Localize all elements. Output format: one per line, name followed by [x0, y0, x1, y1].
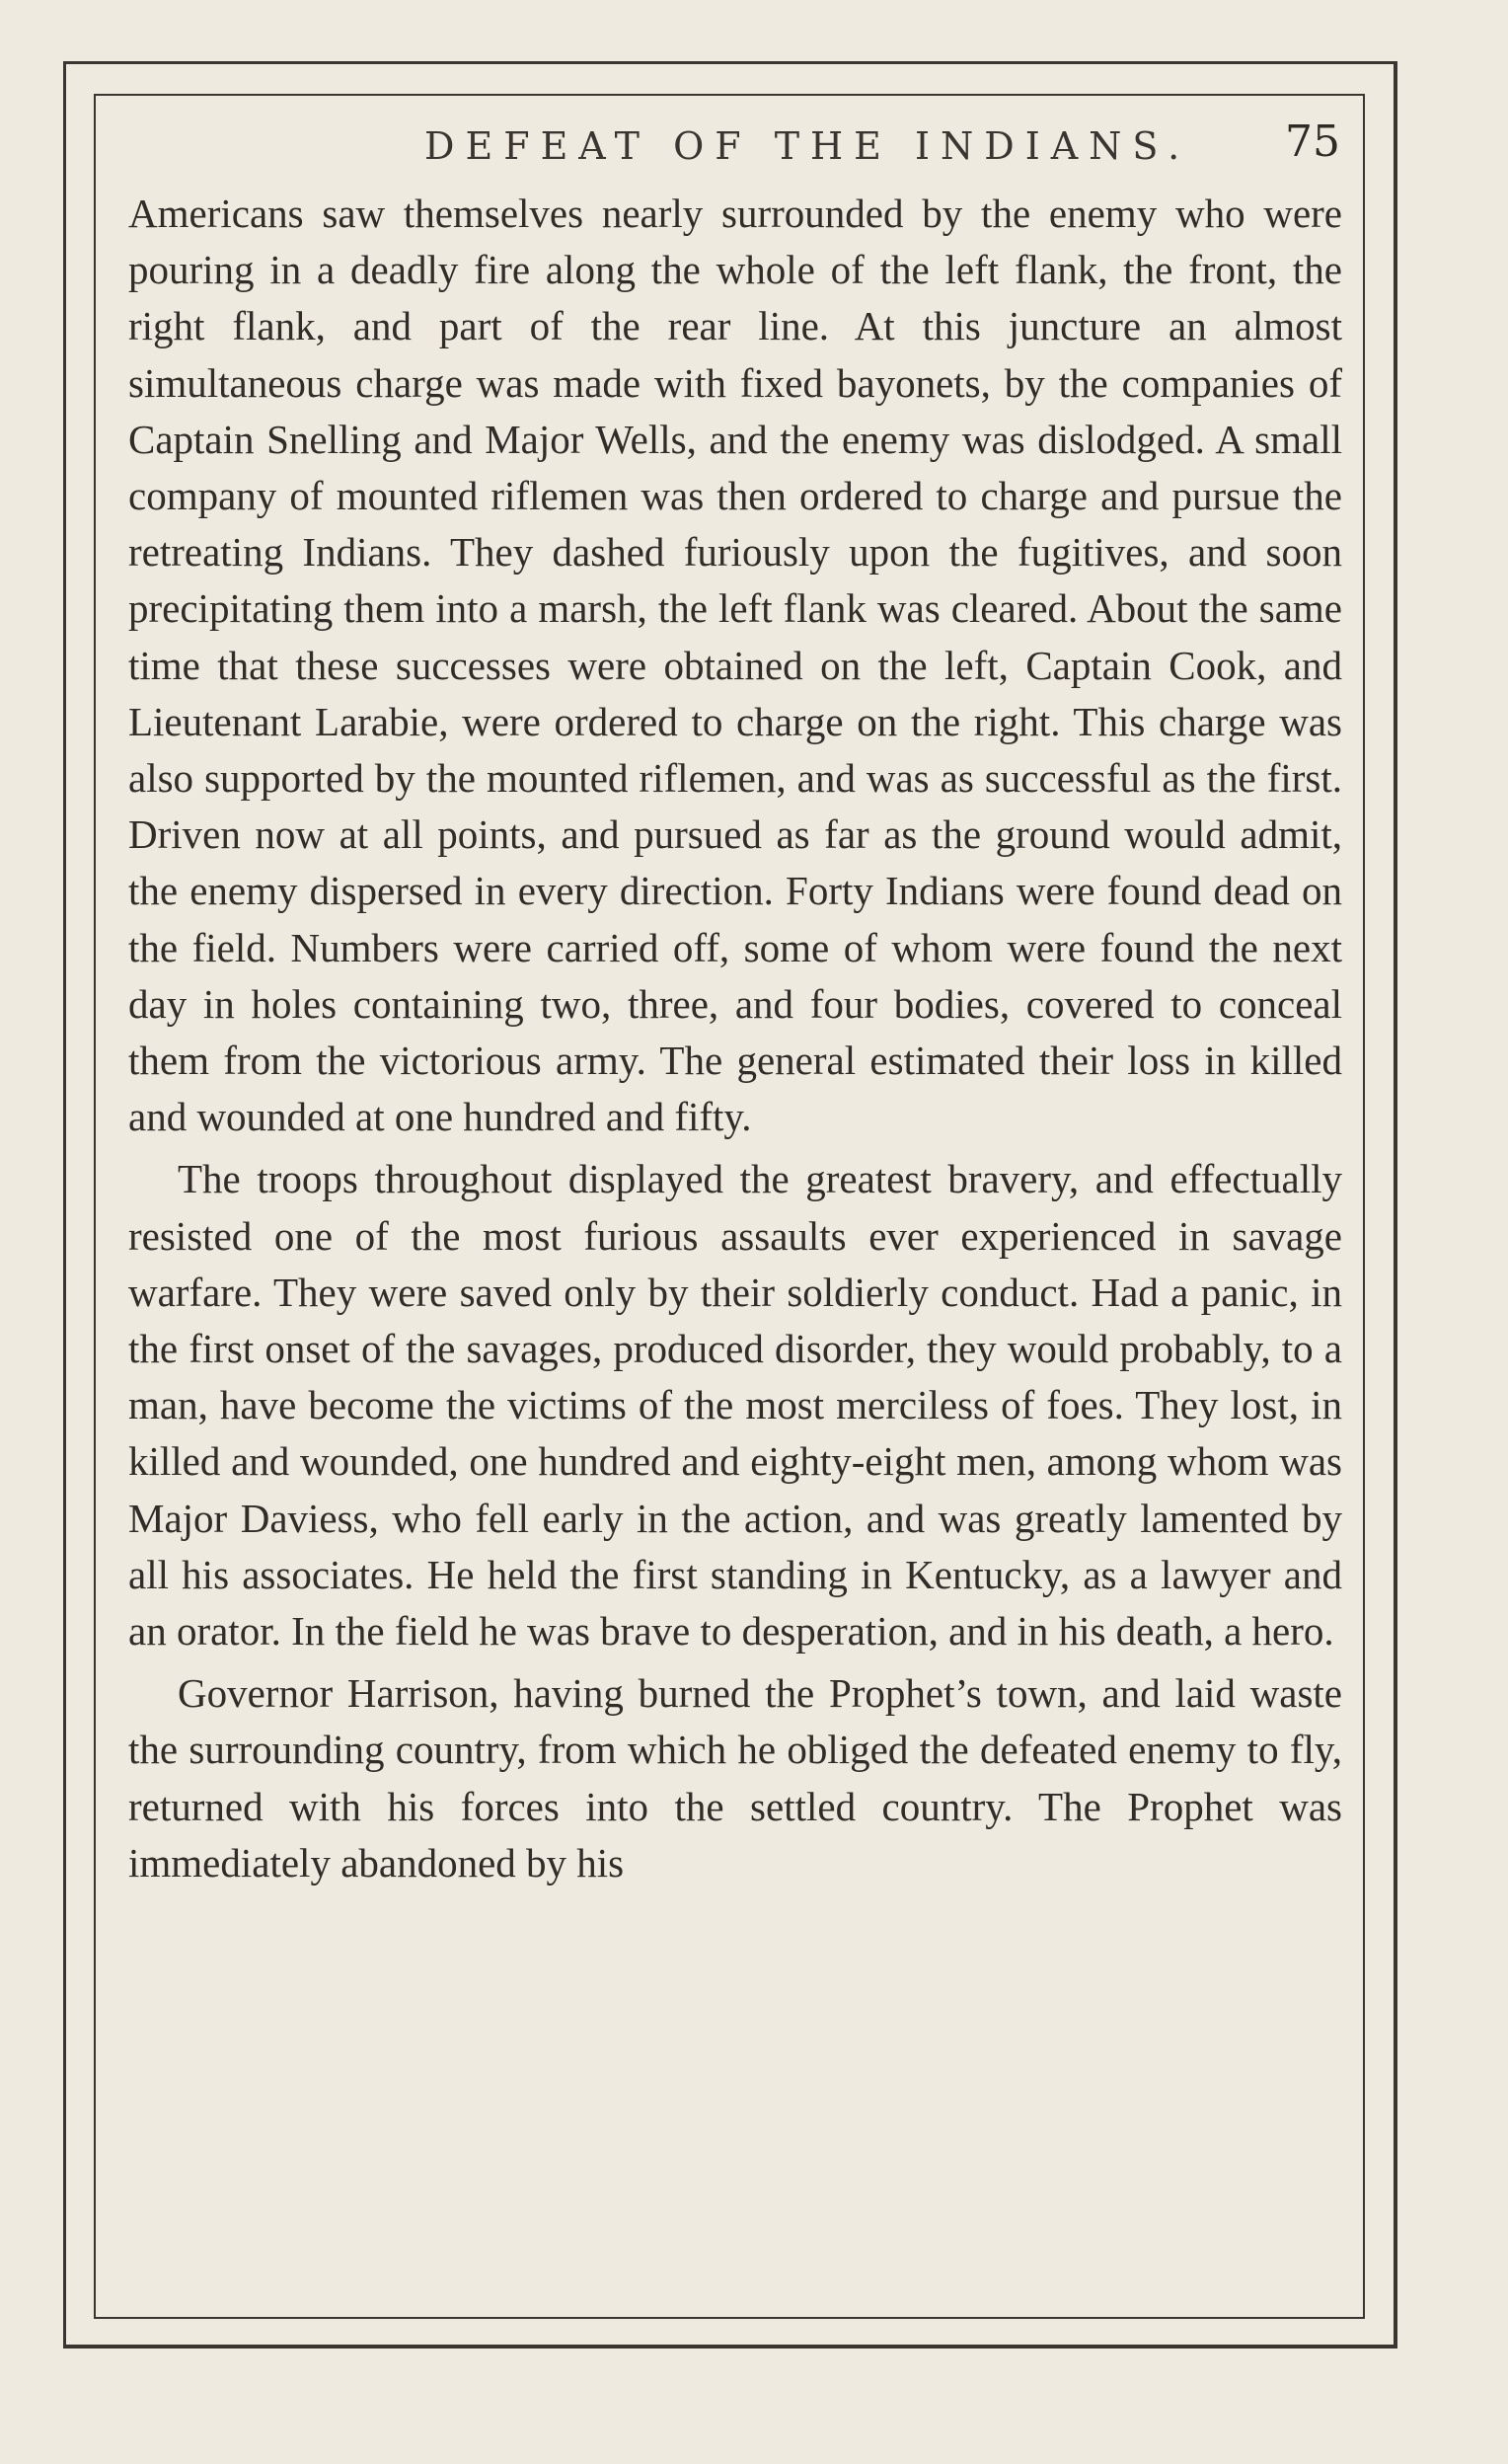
paragraph-2: The troops throughout displayed the greatest bravery, and effectually resisted one of the most furious assaults ever experienced in savage warfare. They were saved only by their soldierly conduct. Had a panic, in the first onset of the savages, produced disorder, they would probably, to a man, have become the victims of the most merciless of foes. They lost, in killed and wounded, one hundred and eighty-eight men, among whom was Major Daviess, who fell early in the action, and was greatly lamented by all his associates. He held the first standing in Kentucky, as a lawyer and an orator. In the field he was brave to desperation, and in his death, a hero. [128, 1156, 1342, 1655]
page-body [128, 186, 1342, 1891]
running-title: DEFEAT OF THE INDIANS. [424, 124, 1191, 168]
paragraph-1: Americans saw themselves nearly surrounded by the enemy who were pouring in a deadly fire along the whole of the left flank, the front, the right flank, and part of the rear line. At this juncture an almost simultaneous charge was made with fixed bayonets, by the companies of Captain Snelling and Major Wells, and the enemy was dislodged. A small company of mounted riflemen was then ordered to charge and pursue the retreating Indians. They dashed furiously upon the fugitives, and soon precipitating them into a marsh, the left flank was cleared. About the same time that these successes were obtained on the left, Captain Cook, and Lieutenant Larabie, were ordered to charge on the right. This charge was also supported by the mounted riflemen, and was as successful as the first. Driven now at all points, and pursued as far as the ground would admit, the enemy dispersed in every direction. Forty Indians were found dead on the field. Numbers were carried off, some of whom were found the next day in holes containing two, three, and four bodies, covered to conceal them from the victorious army. The general estimated their loss in killed and wounded at one hundred and fifty. [128, 191, 1342, 1140]
page-number: 75 [1285, 116, 1340, 167]
paragraph-3: Governor Harrison, having burned the Prophet’s town, and laid waste the surrounding country, from which he obliged the defeated enemy to fly, returned with his forces into the settled country. The Prophet was immediately abandoned by his [128, 1670, 1342, 1886]
running-header [128, 116, 1340, 176]
